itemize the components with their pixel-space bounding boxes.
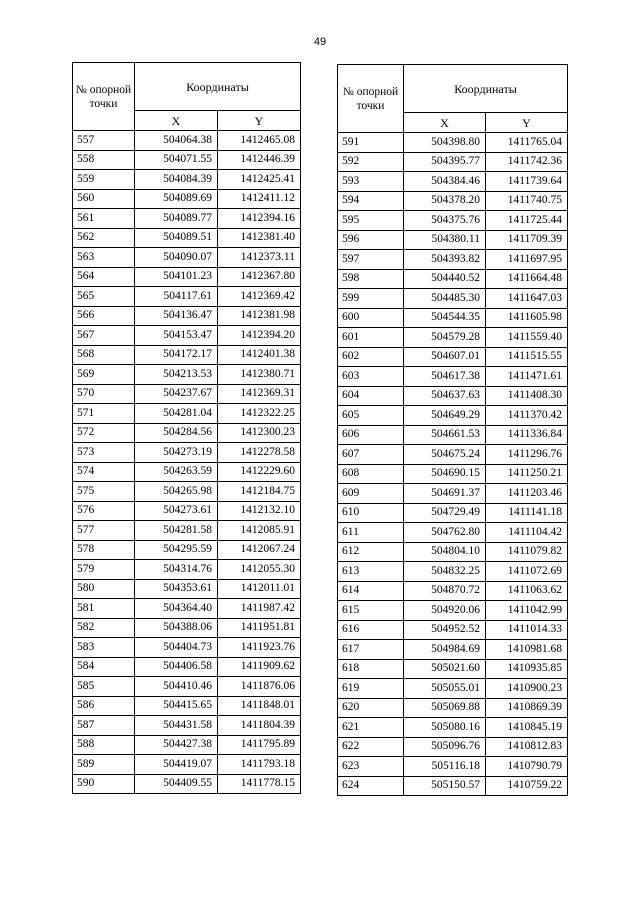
point-number-cell: 596 <box>338 230 404 250</box>
x-column-header: X <box>135 111 218 131</box>
point-number-cell: 615 <box>338 601 404 621</box>
table-row <box>73 657 301 677</box>
table-row <box>73 735 301 755</box>
y-coordinate-cell: 1410790.79 <box>486 757 568 777</box>
x-coordinate-cell: 505096.76 <box>404 737 486 757</box>
y-coordinate-cell: 1410869.39 <box>486 698 568 718</box>
table-row <box>338 152 568 172</box>
y-coordinate-cell: 1411203.46 <box>486 484 568 504</box>
x-coordinate-cell: 504213.53 <box>135 365 218 385</box>
point-number-cell: 591 <box>338 133 404 153</box>
point-number-cell: 608 <box>338 464 404 484</box>
x-coordinate-cell: 504090.07 <box>135 248 218 268</box>
point-number-cell: 601 <box>338 328 404 348</box>
table-row <box>338 776 568 796</box>
table-row <box>73 345 301 365</box>
coordinates-header: Координаты <box>404 65 568 113</box>
x-coordinate-cell: 504314.76 <box>135 560 218 580</box>
point-number-cell: 606 <box>338 425 404 445</box>
x-coordinate-cell: 504388.06 <box>135 618 218 638</box>
x-coordinate-cell: 504661.53 <box>404 425 486 445</box>
y-coordinate-cell: 1412465.08 <box>218 131 301 151</box>
table-row <box>73 209 301 229</box>
x-coordinate-cell: 505150.57 <box>404 776 486 796</box>
x-coordinate-cell: 504762.80 <box>404 523 486 543</box>
point-number-cell: 588 <box>73 735 135 755</box>
table-row <box>73 774 301 794</box>
y-coordinate-cell: 1412394.16 <box>218 209 301 229</box>
point-number-cell: 602 <box>338 347 404 367</box>
point-number-cell: 616 <box>338 620 404 640</box>
table-row <box>338 191 568 211</box>
point-number-cell: 597 <box>338 250 404 270</box>
table-row <box>73 248 301 268</box>
table-row <box>338 737 568 757</box>
x-coordinate-cell: 504691.37 <box>404 484 486 504</box>
point-number-cell: 558 <box>73 150 135 170</box>
table-row <box>73 423 301 443</box>
y-coordinate-cell: 1412381.40 <box>218 228 301 248</box>
table-row <box>338 230 568 250</box>
table-row <box>338 698 568 718</box>
y-coordinate-cell: 1411697.95 <box>486 250 568 270</box>
y-coordinate-cell: 1411778.15 <box>218 774 301 794</box>
table-row <box>73 716 301 736</box>
y-coordinate-cell: 1411739.64 <box>486 172 568 192</box>
table-row <box>338 464 568 484</box>
table-row <box>73 618 301 638</box>
x-coordinate-cell: 504265.98 <box>135 482 218 502</box>
point-number-cell: 583 <box>73 638 135 658</box>
x-coordinate-cell: 505116.18 <box>404 757 486 777</box>
point-number-cell: 614 <box>338 581 404 601</box>
point-number-cell: 579 <box>73 560 135 580</box>
y-coordinate-cell: 1411725.44 <box>486 211 568 231</box>
x-coordinate-cell: 504089.77 <box>135 209 218 229</box>
x-coordinate-cell: 504406.58 <box>135 657 218 677</box>
point-number-cell: 623 <box>338 757 404 777</box>
point-number-cell: 595 <box>338 211 404 231</box>
point-number-cell: 575 <box>73 482 135 502</box>
x-coordinate-cell: 504485.30 <box>404 289 486 309</box>
table-row <box>73 170 301 190</box>
table-row <box>73 326 301 346</box>
table-row <box>338 581 568 601</box>
page-number: 49 <box>313 36 327 48</box>
y-coordinate-cell: 1412446.39 <box>218 150 301 170</box>
point-number-cell: 600 <box>338 308 404 328</box>
y-coordinate-cell: 1411104.42 <box>486 523 568 543</box>
y-coordinate-cell: 1411795.89 <box>218 735 301 755</box>
y-coordinate-cell: 1412411.12 <box>218 189 301 209</box>
x-coordinate-cell: 504281.04 <box>135 404 218 424</box>
point-number-cell: 610 <box>338 503 404 523</box>
y-coordinate-cell: 1411336.84 <box>486 425 568 445</box>
x-coordinate-cell: 504637.63 <box>404 386 486 406</box>
table-row <box>338 250 568 270</box>
x-coordinate-cell: 505021.60 <box>404 659 486 679</box>
table-row <box>338 347 568 367</box>
x-coordinate-cell: 505055.01 <box>404 679 486 699</box>
point-number-cell: 568 <box>73 345 135 365</box>
table-row <box>338 211 568 231</box>
point-number-cell: 622 <box>338 737 404 757</box>
x-coordinate-cell: 504153.47 <box>135 326 218 346</box>
x-coordinate-cell: 504295.59 <box>135 540 218 560</box>
x-coordinate-cell: 504375.76 <box>404 211 486 231</box>
x-coordinate-cell: 504409.55 <box>135 774 218 794</box>
table-row <box>338 620 568 640</box>
point-number-cell: 572 <box>73 423 135 443</box>
point-number-cell: 571 <box>73 404 135 424</box>
point-number-cell: 598 <box>338 269 404 289</box>
point-number-cell: 618 <box>338 659 404 679</box>
point-number-cell: 605 <box>338 406 404 426</box>
x-coordinate-cell: 504064.38 <box>135 131 218 151</box>
table-row <box>338 601 568 621</box>
x-coordinate-cell: 504089.69 <box>135 189 218 209</box>
table-row <box>338 503 568 523</box>
point-number-cell: 590 <box>73 774 135 794</box>
y-coordinate-cell: 1412229.60 <box>218 462 301 482</box>
y-coordinate-cell: 1412278.58 <box>218 443 301 463</box>
y-coordinate-cell: 1412381.98 <box>218 306 301 326</box>
y-coordinate-cell: 1411923.76 <box>218 638 301 658</box>
point-number-cell: 559 <box>73 170 135 190</box>
point-number-cell: 569 <box>73 365 135 385</box>
table-row <box>338 659 568 679</box>
table-row <box>73 599 301 619</box>
table-row <box>73 404 301 424</box>
y-column-header: Y <box>218 111 301 131</box>
table-row <box>73 306 301 326</box>
y-column-header: Y <box>486 113 568 133</box>
table-row <box>338 640 568 660</box>
x-coordinate-cell: 504832.25 <box>404 562 486 582</box>
point-number-cell: 587 <box>73 716 135 736</box>
y-coordinate-cell: 1411559.40 <box>486 328 568 348</box>
table-row <box>73 150 301 170</box>
point-number-cell: 609 <box>338 484 404 504</box>
x-coordinate-cell: 504393.82 <box>404 250 486 270</box>
y-coordinate-cell: 1412067.24 <box>218 540 301 560</box>
point-number-cell: 599 <box>338 289 404 309</box>
table-row <box>338 133 568 153</box>
y-coordinate-cell: 1411605.98 <box>486 308 568 328</box>
x-coordinate-cell: 504071.55 <box>135 150 218 170</box>
point-number-cell: 561 <box>73 209 135 229</box>
y-coordinate-cell: 1411250.21 <box>486 464 568 484</box>
table-row <box>73 462 301 482</box>
y-coordinate-cell: 1411063.62 <box>486 581 568 601</box>
point-number-cell: 581 <box>73 599 135 619</box>
x-coordinate-cell: 505069.88 <box>404 698 486 718</box>
table-row <box>73 560 301 580</box>
y-coordinate-cell: 1412300.23 <box>218 423 301 443</box>
y-coordinate-cell: 1411742.36 <box>486 152 568 172</box>
table-row <box>338 542 568 562</box>
y-coordinate-cell: 1410759.22 <box>486 776 568 796</box>
point-number-cell: 594 <box>338 191 404 211</box>
x-coordinate-cell: 504136.47 <box>135 306 218 326</box>
x-coordinate-cell: 504273.61 <box>135 501 218 521</box>
table-row <box>73 482 301 502</box>
table-row <box>338 289 568 309</box>
x-coordinate-cell: 504237.67 <box>135 384 218 404</box>
y-coordinate-cell: 1412380.71 <box>218 365 301 385</box>
point-number-cell: 564 <box>73 267 135 287</box>
x-coordinate-cell: 504431.58 <box>135 716 218 736</box>
point-number-cell: 589 <box>73 755 135 775</box>
point-number-cell: 621 <box>338 718 404 738</box>
x-coordinate-cell: 504263.59 <box>135 462 218 482</box>
y-coordinate-cell: 1412055.30 <box>218 560 301 580</box>
x-coordinate-cell: 504415.65 <box>135 696 218 716</box>
y-coordinate-cell: 1411848.01 <box>218 696 301 716</box>
x-coordinate-cell: 504284.56 <box>135 423 218 443</box>
table-row <box>338 386 568 406</box>
x-coordinate-cell: 504804.10 <box>404 542 486 562</box>
x-coordinate-cell: 504544.35 <box>404 308 486 328</box>
table-row <box>338 445 568 465</box>
y-coordinate-cell: 1411740.75 <box>486 191 568 211</box>
table-row <box>73 540 301 560</box>
point-number-cell: 620 <box>338 698 404 718</box>
y-coordinate-cell: 1412184.75 <box>218 482 301 502</box>
point-number-cell: 563 <box>73 248 135 268</box>
x-coordinate-cell: 504380.11 <box>404 230 486 250</box>
point-number-cell: 585 <box>73 677 135 697</box>
point-number-cell: 603 <box>338 367 404 387</box>
y-coordinate-cell: 1412367.80 <box>218 267 301 287</box>
x-coordinate-cell: 504117.61 <box>135 287 218 307</box>
table-row <box>338 718 568 738</box>
x-coordinate-cell: 504410.46 <box>135 677 218 697</box>
point-number-cell: 584 <box>73 657 135 677</box>
point-number-cell: 580 <box>73 579 135 599</box>
point-number-cell: 570 <box>73 384 135 404</box>
y-coordinate-cell: 1410900.23 <box>486 679 568 699</box>
x-coordinate-cell: 504084.39 <box>135 170 218 190</box>
x-coordinate-cell: 504089.51 <box>135 228 218 248</box>
table-row <box>73 696 301 716</box>
point-number-cell: 577 <box>73 521 135 541</box>
y-coordinate-cell: 1411951.81 <box>218 618 301 638</box>
y-coordinate-cell: 1412322.25 <box>218 404 301 424</box>
point-number-cell: 586 <box>73 696 135 716</box>
point-number-cell: 573 <box>73 443 135 463</box>
y-coordinate-cell: 1411765.04 <box>486 133 568 153</box>
point-number-cell: 593 <box>338 172 404 192</box>
x-coordinate-cell: 504579.28 <box>404 328 486 348</box>
table-row <box>338 562 568 582</box>
y-coordinate-cell: 1411876.06 <box>218 677 301 697</box>
point-number-cell: 574 <box>73 462 135 482</box>
point-number-cell: 624 <box>338 776 404 796</box>
x-coordinate-cell: 504419.07 <box>135 755 218 775</box>
table-row <box>73 267 301 287</box>
y-coordinate-cell: 1411909.62 <box>218 657 301 677</box>
point-number-cell: 562 <box>73 228 135 248</box>
point-number-cell: 578 <box>73 540 135 560</box>
y-coordinate-cell: 1411647.03 <box>486 289 568 309</box>
table-row <box>338 367 568 387</box>
y-coordinate-cell: 1411471.61 <box>486 367 568 387</box>
point-number-cell: 576 <box>73 501 135 521</box>
y-coordinate-cell: 1412369.31 <box>218 384 301 404</box>
x-coordinate-cell: 504984.69 <box>404 640 486 660</box>
table-row <box>73 521 301 541</box>
y-coordinate-cell: 1411987.42 <box>218 599 301 619</box>
table-row <box>73 755 301 775</box>
point-number-cell: 619 <box>338 679 404 699</box>
table-row <box>73 579 301 599</box>
y-coordinate-cell: 1410935.85 <box>486 659 568 679</box>
x-coordinate-cell: 504675.24 <box>404 445 486 465</box>
table-row <box>338 328 568 348</box>
y-coordinate-cell: 1411042.99 <box>486 601 568 621</box>
y-coordinate-cell: 1411370.42 <box>486 406 568 426</box>
x-coordinate-cell: 504952.52 <box>404 620 486 640</box>
table-row <box>338 523 568 543</box>
x-coordinate-cell: 504273.19 <box>135 443 218 463</box>
point-number-cell: 617 <box>338 640 404 660</box>
table-row <box>73 287 301 307</box>
table-row <box>73 228 301 248</box>
point-number-cell: 565 <box>73 287 135 307</box>
y-coordinate-cell: 1411804.39 <box>218 716 301 736</box>
y-coordinate-cell: 1411141.18 <box>486 503 568 523</box>
y-coordinate-cell: 1411793.18 <box>218 755 301 775</box>
y-coordinate-cell: 1411296.76 <box>486 445 568 465</box>
point-number-cell: 592 <box>338 152 404 172</box>
table-row <box>73 443 301 463</box>
point-number-cell: 567 <box>73 326 135 346</box>
x-coordinate-cell: 504440.52 <box>404 269 486 289</box>
x-coordinate-cell: 504404.73 <box>135 638 218 658</box>
table-row <box>338 172 568 192</box>
table-row <box>338 484 568 504</box>
y-coordinate-cell: 1411079.82 <box>486 542 568 562</box>
y-coordinate-cell: 1412369.42 <box>218 287 301 307</box>
x-coordinate-cell: 504729.49 <box>404 503 486 523</box>
coordinates-header: Координаты <box>135 63 301 111</box>
point-number-cell: 611 <box>338 523 404 543</box>
point-number-cell: 560 <box>73 189 135 209</box>
x-coordinate-cell: 504607.01 <box>404 347 486 367</box>
y-coordinate-cell: 1411408.30 <box>486 386 568 406</box>
x-coordinate-cell: 504395.77 <box>404 152 486 172</box>
y-coordinate-cell: 1412394.20 <box>218 326 301 346</box>
y-coordinate-cell: 1412425.41 <box>218 170 301 190</box>
table-row <box>338 406 568 426</box>
x-coordinate-cell: 504101.23 <box>135 267 218 287</box>
y-coordinate-cell: 1412085.91 <box>218 521 301 541</box>
y-coordinate-cell: 1410812.83 <box>486 737 568 757</box>
point-number-header: № опорной точки <box>338 65 404 133</box>
x-coordinate-cell: 504364.40 <box>135 599 218 619</box>
x-coordinate-cell: 504378.20 <box>404 191 486 211</box>
point-number-cell: 604 <box>338 386 404 406</box>
y-coordinate-cell: 1411709.39 <box>486 230 568 250</box>
table-row <box>338 308 568 328</box>
x-coordinate-cell: 504649.29 <box>404 406 486 426</box>
y-coordinate-cell: 1411515.55 <box>486 347 568 367</box>
x-coordinate-cell: 504384.46 <box>404 172 486 192</box>
y-coordinate-cell: 1412011.01 <box>218 579 301 599</box>
table-row <box>338 679 568 699</box>
y-coordinate-cell: 1412132.10 <box>218 501 301 521</box>
table-row <box>73 131 301 151</box>
x-coordinate-cell: 504427.38 <box>135 735 218 755</box>
point-number-cell: 607 <box>338 445 404 465</box>
table-row <box>73 501 301 521</box>
table-row <box>73 189 301 209</box>
point-number-header: № опорной точки <box>73 63 135 131</box>
y-coordinate-cell: 1410981.68 <box>486 640 568 660</box>
table-row <box>73 677 301 697</box>
y-coordinate-cell: 1410845.19 <box>486 718 568 738</box>
y-coordinate-cell: 1411014.33 <box>486 620 568 640</box>
x-coordinate-cell: 504172.17 <box>135 345 218 365</box>
table-row <box>338 425 568 445</box>
x-column-header: X <box>404 113 486 133</box>
x-coordinate-cell: 504920.06 <box>404 601 486 621</box>
x-coordinate-cell: 504870.72 <box>404 581 486 601</box>
y-coordinate-cell: 1412401.38 <box>218 345 301 365</box>
y-coordinate-cell: 1412373.11 <box>218 248 301 268</box>
x-coordinate-cell: 504281.58 <box>135 521 218 541</box>
x-coordinate-cell: 504617.38 <box>404 367 486 387</box>
x-coordinate-cell: 505080.16 <box>404 718 486 738</box>
point-number-cell: 566 <box>73 306 135 326</box>
table-row <box>73 638 301 658</box>
y-coordinate-cell: 1411072.69 <box>486 562 568 582</box>
coordinates-table-right <box>337 64 568 796</box>
table-row <box>338 269 568 289</box>
point-number-cell: 613 <box>338 562 404 582</box>
table-row <box>73 365 301 385</box>
x-coordinate-cell: 504398.80 <box>404 133 486 153</box>
table-row <box>338 757 568 777</box>
point-number-cell: 582 <box>73 618 135 638</box>
coordinates-table-left <box>72 62 301 794</box>
x-coordinate-cell: 504690.15 <box>404 464 486 484</box>
y-coordinate-cell: 1411664.48 <box>486 269 568 289</box>
point-number-cell: 612 <box>338 542 404 562</box>
table-row <box>73 384 301 404</box>
point-number-cell: 557 <box>73 131 135 151</box>
x-coordinate-cell: 504353.61 <box>135 579 218 599</box>
